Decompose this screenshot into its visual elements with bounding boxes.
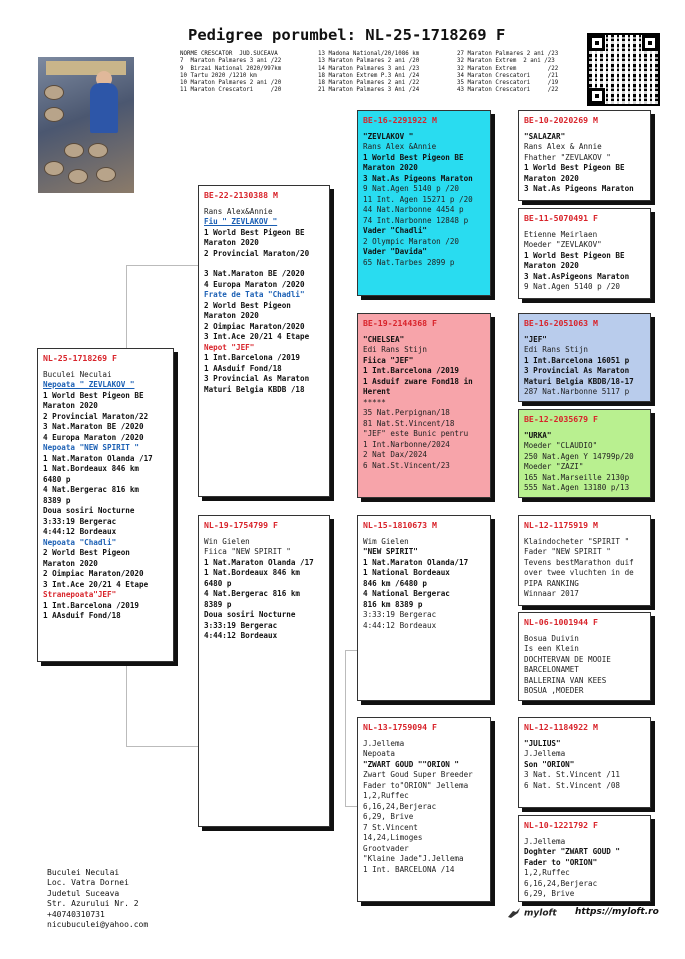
result-line: 35 Maraton Crescatori /19 [457,80,559,87]
pedigree-line: 1 Int.Narbonne/2024 [363,439,450,449]
result-line: 32 Maraton Extrem 2 ani /23 [457,58,555,65]
pedigree-line: Winnaar 2017 [524,589,579,598]
pedigree-line: 1,2,Ruffec [363,791,409,800]
pedigree-line: 4 Europa Maraton /2020 [204,279,305,289]
connector-line [490,760,519,860]
pedigree-line: 816 km 8389 p [363,599,423,609]
result-line: 10 Tartu 2020 /1210 km [180,72,257,79]
pedigree-line: Bosua Duivin [524,633,579,643]
pedigree-line: BARCELONAMET [524,665,579,674]
pedigree-line: J.Jellema [524,749,566,758]
connector-line [490,560,519,660]
pedigree-line: Maraton 2020 [524,173,579,183]
result-line: 13 Maraton Palmares 2 ani /20 [318,58,420,65]
pedigree-line: 3 Nat.Maraton BE /2020 [43,422,144,431]
pedigree-line: Rans Alex&Annie [204,206,273,216]
contact-line: nicubuculei@yahoo.com [47,920,149,930]
pedigree-line: 8389 p [204,599,232,609]
pedigree-line: Herent [363,387,391,396]
pedigree-line: 1 World Best Pigeon BE [43,390,144,400]
pedigree-line: 1 AAsduif Fond/18 [204,363,282,373]
pedigree-line: Fhather "ZEVLAKOV " [524,152,611,162]
contact-line: +40740310731 [47,909,105,919]
ring-number: BE-16-2291922 M [363,115,437,125]
pedigree-line: 1 National Bordeaux [363,568,450,577]
result-line: 43 Maraton Crescatori /22 [457,87,559,94]
pedigree-line: 3 Provincial As Maraton [204,374,310,383]
pedigree-line: 2 Nat Dax/2024 [363,450,428,459]
pedigree-line: 2 Provincial Maraton/22 [43,411,149,421]
pedigree-line: 7 St.Vincent [363,822,418,832]
ring-number: BE-10-2020269 M [524,115,598,125]
results-column-2 [318,51,419,95]
pedigree-line: PIPA RANKING [524,578,579,588]
pedigree-line: 2 World Best Pigeon [204,300,291,310]
pedigree-line: 11 Int. Agen 15271 p /20 [363,194,473,204]
pedigree-line: Buculei Neculai [43,369,112,379]
result-line: 14 Maraton Palmares 3 ani /23 [318,65,420,72]
pedigree-line: 2 Oimpiac Maraton/2020 [43,569,144,578]
pedigree-line: 3 Nat.Maraton BE /2020 [204,269,305,278]
pedigree-line: 1 Int. BARCELONA /14 [363,864,455,874]
result-line: 10 Maraton Palmares 2 ani /20 [180,80,282,87]
result-line: NORME CRESCATOR JUD.SUCEAVA [180,51,278,57]
pedigree-line: Is een Klein [524,644,579,653]
pedigree-line: 1 Int.Barcelona /2019 [43,600,140,610]
contact-line: Loc. Vatra Dornei [47,878,129,888]
pedigree-line: 6,16,24,Berjerac [524,878,598,888]
pedigree-line: 3 Int.Ace 20/21 4 Etape [204,332,310,341]
pedigree-line: Maraton 2020 [43,401,98,410]
pedigree-line: 3:33:19 Bergerac [43,516,117,526]
ring-number: NL-06-1001944 F [524,617,598,627]
result-line: 34 Maraton Crescatori /21 [457,72,559,79]
pedigree-line: 1 Nat.Bordeaux 846 km [43,464,140,473]
sire-sire-sire-card[interactable] [518,110,651,201]
contact-line: Buculei Neculai [47,868,120,877]
pedigree-line: 3 Nat. St.Vincent /11 [524,770,621,779]
pedigree-line: Moeder "ZEVLAKOV" [524,240,602,249]
pedigree-line: 6,29, Brive [363,812,414,821]
pedigree-line: BALLERINA VAN KEES [524,675,607,685]
pedigree-line: 9 Nat.Agen 5140 p /20 [524,282,621,291]
pedigree-line: 4 Nat.Bergerac 816 km [204,589,301,598]
ring-number: NL-19-1754799 F [204,520,278,530]
pedigree-line: 3 Nat.AsPigeons Maraton [524,271,630,281]
pedigree-line: Nepoata "Chadli" [43,537,117,547]
ring-number: BE-19-2144368 F [363,318,437,328]
pedigree-line: 4 National Bergerac [363,589,450,598]
pedigree-line: Nepoata " ZEVLAKOV " [43,380,135,389]
pedigree-line: 3:33:19 Bergerac [204,620,278,630]
pedigree-line: 1 Nat.Bordeaux 846 km [204,568,301,577]
ring-number: BE-22-2130388 M [204,190,278,200]
pedigree-line: 3 Nat.As Pigeons Maraton [524,184,634,193]
pedigree-line: Win Gielen [204,536,250,546]
pedigree-line: 35 Nat.Perpignan/18 [363,408,450,417]
pedigree-line: 6,16,24,Berjerac [363,801,437,811]
pedigree-line: 1 World Best Pigeon BE [204,227,305,237]
pedigree-line: Maraton 2020 [363,163,418,172]
result-line: 13 Madona National/20/1086 km [318,51,420,57]
pedigree-line: 6 Nat.St.Vincent/23 [363,460,450,470]
pedigree-line: Maraton 2020 [43,558,98,568]
pedigree-line: Rans Alex & Annie [524,142,602,151]
logo-text: myloft [524,908,557,919]
pedigree-line: Edi Rans Stijn [524,345,589,354]
result-line: 18 Maraton Extrem P.3 Ani /24 [318,72,420,79]
results-column-1 [180,51,281,95]
pedigree-line: Moeder "CLAUDIO" [524,441,598,450]
pedigree-line: Rans Alex &Annie [363,142,437,151]
pedigree-line: 2 Olympic Maraton /20 [363,236,460,246]
pedigree-line: 81 Nat.St.Vincent/18 [363,418,455,428]
pedigree-line: 3 Nat.As Pigeons Maraton [363,173,473,183]
pedigree-line: 4:44:12 Bordeaux [43,527,117,536]
pedigree-line: Fader "NEW SPIRIT " [524,547,611,556]
pedigree-line: "NEW SPIRIT" [363,547,418,556]
pedigree-line: Stranepoata"JEF" [43,590,117,599]
pedigree-line: 1 World Best Pigeon BE [524,163,625,172]
pedigree-line: over twee vluchten in de [524,568,634,577]
pedigree-line: 2 Provincial Maraton/20 [204,248,310,258]
pedigree-line: 14,24,Limoges [363,833,423,842]
pedigree-line: 287 Nat.Narbonne 5117 p [524,387,630,396]
ring-number: BE-12-2035679 F [524,414,598,424]
pedigree-line: 6480 p [43,474,71,484]
pedigree-line: 8389 p [43,495,71,505]
result-line: 11 Maraton Crescatori /20 [180,87,282,94]
sire-dam-card[interactable] [357,313,491,498]
sire-sire-card[interactable] [357,110,491,296]
result-line: 9 Birzai National 2020/997km [180,65,282,72]
pedigree-line: 1 Int.Barcelona /2019 [363,366,460,375]
ring-number: NL-10-1221792 F [524,820,598,830]
pedigree-line: J.Jellema [363,738,405,748]
pedigree-line: 250 Nat.Agen Y 14799p/20 [524,451,634,461]
ring-number: NL-12-1184922 M [524,722,598,732]
pedigree-line: Wim Gielen [363,536,409,546]
pedigree-line: 3 Provincial As Maraton [524,366,630,375]
ring-number: BE-11-5070491 F [524,213,598,223]
pedigree-line: "CHELSEA" [363,334,405,344]
myloft-logo[interactable] [507,907,557,919]
pedigree-line: 6480 p [204,578,232,588]
page-title: Pedigree porumbel: NL-25-1718269 F [188,26,506,44]
pedigree-line: 1 Nat.Maraton Olanda /17 [204,557,314,567]
pedigree-line: 1 Nat.Maraton Olanda/17 [363,557,469,567]
result-line: 32 Maraton Extrem /22 [457,65,559,72]
dam-sire-dam-card[interactable] [518,612,651,701]
pedigree-line: Etienne Meirlaen [524,229,598,239]
pedigree-line: Maturi Belgia KBDB /18 [204,384,305,394]
connector-line [490,360,519,460]
pedigree-line: "Klaine Jade"J.Jellema [363,854,464,863]
pedigree-line: Frate de Tata "Chadli" [204,290,305,299]
pedigree-line: 2 World Best Pigeon [43,548,130,557]
pedigree-line: Zwart Goud Super Breeder [363,770,473,779]
pedigree-line: 9 Nat.Agen 5140 p /20 [363,184,460,193]
pedigree-line: Vader "Davida" [363,247,428,256]
pedigree-line: Maraton 2020 [204,311,259,320]
pedigree-line: 4 Nat.Bergerac 816 km [43,485,140,494]
result-line: 21 Maraton Palmares 3 Ani /24 [318,87,420,94]
pedigree-line: Maraton 2020 [524,261,579,270]
pedigree-line: 3 Int.Ace 20/21 4 Etape [43,579,149,589]
pedigree-line: 4:44:12 Bordeaux [363,620,437,630]
dam-dam-card[interactable] [357,717,491,902]
qr-code[interactable] [587,33,660,106]
website-link[interactable]: https://myloft.ro [575,907,659,917]
pedigree-line: Maturi Belgia KBDB/18-17 [524,376,634,386]
pedigree-line: 846 km /6480 p [363,578,428,588]
ring-number: BE-16-2051063 M [524,318,598,328]
ring-number: NL-15-1810673 M [363,520,437,530]
pedigree-line: 1 World Best Pigeon BE [524,250,625,260]
pedigree-line: 2 Oimpiac Maraton/2020 [204,321,305,331]
pedigree-line: Nepot "JEF" [204,342,255,352]
dam-card[interactable] [198,515,330,827]
contact-line: Judetul Suceava [47,888,120,898]
pedigree-line: "JEF" este Bunic pentru [363,429,469,438]
pedigree-line: 1 Asduif zware Fond18 in [363,376,473,386]
pedigree-line: Nepoata [363,749,396,758]
pedigree-line: Vader "Chadli" [363,226,428,235]
pedigree-line: Fiu " ZEVLAKOV " [204,217,278,226]
sire-sire-dam-card[interactable] [518,208,651,299]
pedigree-line: 1 Int.Barcelona /2019 [204,353,301,362]
pedigree-line [204,259,324,269]
pedigree-line: Moeder "ZAZI" [524,462,584,471]
pedigree-line: 1 World Best Pigeon BE [363,152,464,162]
pedigree-line: 6,29, Brive [524,889,575,898]
pedigree-line: "SALAZAR" [524,131,566,141]
pedigree-line: 1 Nat.Maraton Olanda /17 [43,453,153,463]
pedigree-line: Nepoata "NEW SPIRIT " [43,443,140,452]
sire-card[interactable] [198,185,330,497]
pedigree-line: Fiica "JEF" [363,355,414,365]
pedigree-line: Fiica "NEW SPIRIT " [204,547,291,556]
pedigree-line: ***** [363,397,386,407]
pedigree-line: 4 Europa Maraton /2020 [43,432,144,442]
pedigree-line: Doua sosiri Nocturne [43,506,135,515]
sire-dam-sire-card[interactable] [518,313,651,402]
ring-number: NL-25-1718269 F [43,353,117,363]
pedigree-line: 74 Int.Narbonne 12848 p [363,215,469,225]
pedigree-line: 3:33:19 Bergerac [363,610,437,619]
pedigree-line: DOCHTERVAN DE MOOIE [524,654,611,664]
connector-line [490,165,519,260]
pedigree-line: Son "ORION" [524,759,575,769]
breeder-photo [38,57,134,193]
pedigree-line: 1 Int.Barcelona 16051 p [524,355,630,365]
pedigree-line: 65 Nat.Tarbes 2899 p [363,257,455,267]
pedigree-line: 1 AAsduif Fond/18 [43,611,121,620]
pedigree-line: 1,2,Ruffec [524,868,570,877]
pedigree-line: "URKA" [524,430,552,440]
pedigree-line: Doghter "ZWART GOUD " [524,847,621,856]
pedigree-line: Grootvader [363,843,409,853]
pedigree-line: Edi Rans Stijn [363,345,428,354]
pedigree-line: "ZWART GOUD ""ORION " [363,759,460,769]
pedigree-line: "JEF" [524,334,547,344]
result-line: 7 Maraton Palmares 3 ani /22 [180,58,282,65]
pedigree-line: J.Jellema [524,836,566,846]
breeder-contact [47,868,148,930]
results-column-3 [457,51,558,95]
pedigree-line: 44 Nat.Narbonne 4454 p [363,205,464,214]
pedigree-line: Doua sosiri Nocturne [204,610,296,619]
dam-dam-sire-card[interactable] [518,717,651,808]
result-line: 18 Maraton Palmares 2 ani /22 [318,80,420,87]
connector-line [330,200,359,410]
dam-dam-dam-card[interactable] [518,815,651,902]
pedigree-line: Tevens bestMarathon duif [524,557,634,567]
ring-number: NL-12-1175919 M [524,520,598,530]
pedigree-line: Fader to "ORION" [524,857,598,867]
pedigree-line: Fader to"ORION" Jellema [363,780,469,790]
pedigree-line: "ZEVLAKOV " [363,131,414,141]
pedigree-line: "JULIUS" [524,738,561,748]
pedigree-line: BOSUA ,MOEDER [524,686,584,695]
pedigree-line: 6 Nat. St.Vincent /08 [524,780,621,790]
dam-sire-card[interactable] [357,515,491,701]
contact-line: Str. Azurului Nr. 2 [47,899,139,909]
dam-sire-sire-card[interactable] [518,515,651,606]
pigeon-logo-icon [507,907,521,919]
result-line: 27 Maraton Palmares 2 ani /23 [457,51,559,57]
pedigree-line: 555 Nat.Agen 13180 p/13 [524,483,630,492]
subject-pigeon-card[interactable] [37,348,174,662]
pedigree-line: 165 Nat.Marseille 2130p [524,472,630,482]
pedigree-line: 4:44:12 Bordeaux [204,631,278,640]
pedigree-line: Klaindocheter "SPIRIT " [524,536,630,546]
pedigree-line: Maraton 2020 [204,238,259,247]
sire-dam-dam-card[interactable] [518,409,651,498]
ring-number: NL-13-1759094 F [363,722,437,732]
